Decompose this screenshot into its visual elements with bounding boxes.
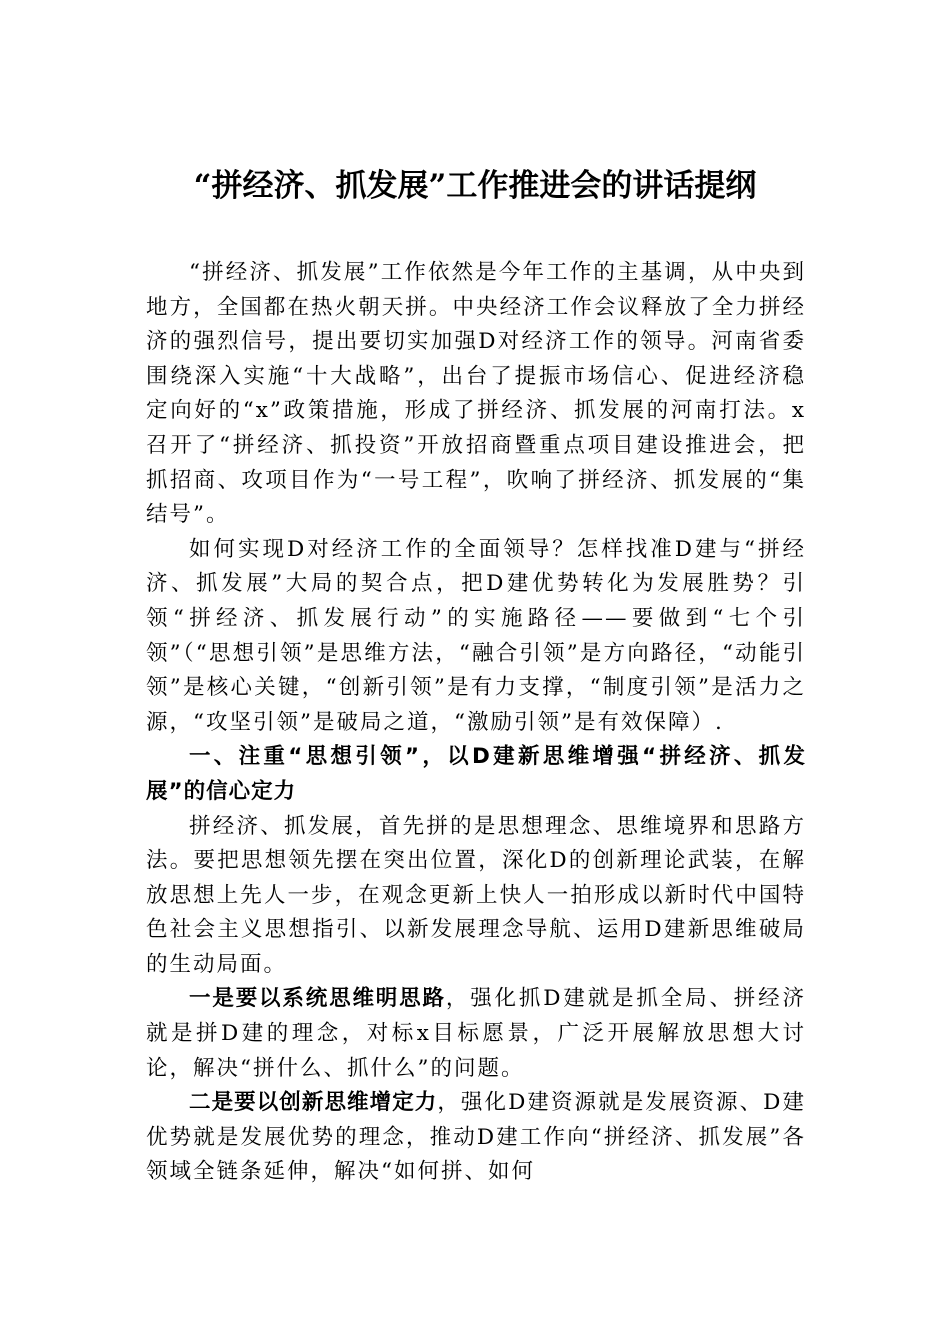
intro-paragraph-1: “拼经济、抓发展”工作依然是今年工作的主基调，从中央到地方，全国都在热火朝天拼。中央经济工作会议释放了全力拼经济的强烈信号，提出要切实加强D对经济工作的领导。河南省委围绕深入实施“十大战略”，出台了提振市场信心、促进经济稳定向好的“x”政策措施，形成了拼经济、抓发展的河南打法。x召开了“拼经济、抓投资”开放招商暨重点项目建设推进会，把抓招商、攻项目作为“一号工程”，吹响了拼经济、抓发展的“集结号”。	[146, 260, 806, 528]
section-1-paragraph: 拼经济、抓发展，首先拼的是思想理念、思维境界和思路方法。要把思想领先摆在突出位置，深化D的创新理论武装，在解放思想上先人一步，在观念更新上快人一拍形成以新时代中国特色社会主义思想指引、以新发展理念导航、运用D建新思维破局的生动局面。	[146, 813, 806, 977]
point-1-text: ，强化抓D建就是抓全局、拼经济就是拼D建的理念，对标x目标愿景，广泛开展解放思想大讨论，解决“拼什么、抓什么”的问题。	[146, 986, 806, 1081]
point-2-lead: 二是要以创新思维增定力	[189, 1090, 438, 1116]
section-1-heading: 一、注重“思想引领”，以D建新思维增强“拼经济、抓发展”的信心定力	[146, 744, 806, 804]
document-title: “拼经济、抓发展”工作推进会的讲话提纲	[193, 168, 757, 204]
point-1-paragraph	[146, 982, 806, 1086]
point-2-paragraph	[146, 1086, 806, 1190]
point-1-lead: 一是要以系统思维明思路	[189, 986, 446, 1012]
point-2-text: ，强化D建资源就是发展资源、D建优势就是发展优势的理念，推动D建工作向“拼经济、抓发展”各领域全链条延伸，解决“如何拼、如何	[146, 1090, 806, 1185]
document-body	[146, 256, 806, 1190]
intro-paragraph-2: 如何实现D对经济工作的全面领导？怎样找准D建与“拼经济、抓发展”大局的契合点，把D建优势转化为发展胜势？引领“拼经济、抓发展行动”的实施路径——要做到“七个引领”（“思想引领”是思维方法，“融合引领”是方向路径，“动能引领”是核心关键，“创新引领”是有力支撑，“制度引领”是活力之源，“攻坚引领”是破局之道，“激励引领”是有效保障）.	[146, 536, 806, 735]
